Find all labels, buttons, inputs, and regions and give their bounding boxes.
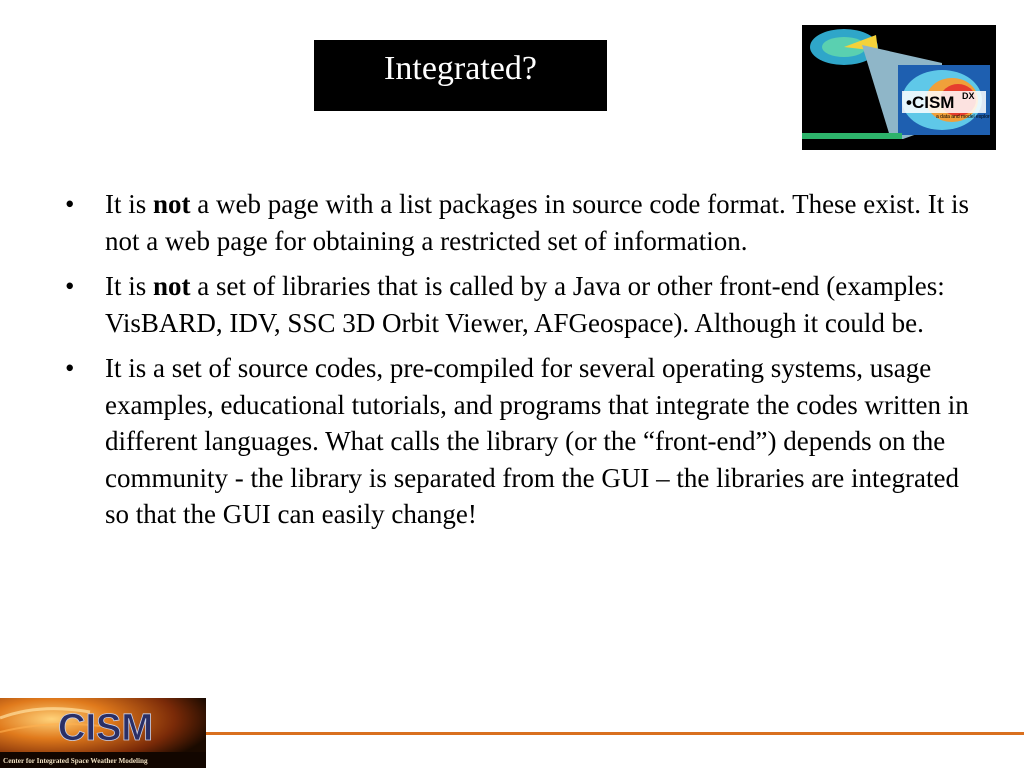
bullet-item	[62, 268, 972, 341]
bullet-item	[62, 350, 972, 533]
bullet-text-pre: It is	[105, 271, 154, 301]
bullet-text-post: a web page with a list packages in source code format. These exist. It is not a web page for obtaining a restricted set of information.	[105, 189, 970, 256]
bullet-list	[62, 186, 972, 542]
bullet-text-pre: It is	[105, 189, 154, 219]
bullet-text-bold: not	[153, 271, 191, 301]
slide-title-box	[314, 40, 607, 111]
bullet-dot: •	[65, 189, 75, 219]
cism-footer-logo	[0, 698, 206, 768]
cism-logo-text: CISM	[58, 707, 153, 749]
bullet-text-post: a set of libraries that is called by a Java or other front-end (examples: VisBARD, IDV, SSC 3D Orbit Viewer, AFGeospace). Although it could be.	[105, 271, 945, 338]
bullet-dot: •	[65, 271, 75, 301]
cismdx-logo-superscript: DX	[962, 91, 975, 101]
bullet-text-bold: not	[153, 189, 191, 219]
footer-divider-line	[206, 732, 1024, 735]
cismdx-logo-tagline: a data and model explorer	[936, 114, 995, 120]
cismdx-logo	[802, 25, 996, 150]
bullet-dot: •	[65, 353, 75, 383]
bullet-text: It is a set of source codes, pre-compiled for several operating systems, usage examples, educational tutorials, and programs that integrate the codes written in different languages. What calls the library (or the “front-end”) depends on the community - the library is separated from the GUI – the libraries are integrated so that the GUI can easily change!	[105, 353, 969, 529]
cismdx-logo-text: •CISM	[906, 93, 955, 112]
bullet-item	[62, 186, 972, 259]
cism-logo-subtitle: Center for Integrated Space Weather Modeling	[3, 757, 148, 765]
slide-title: Integrated?	[384, 50, 537, 87]
